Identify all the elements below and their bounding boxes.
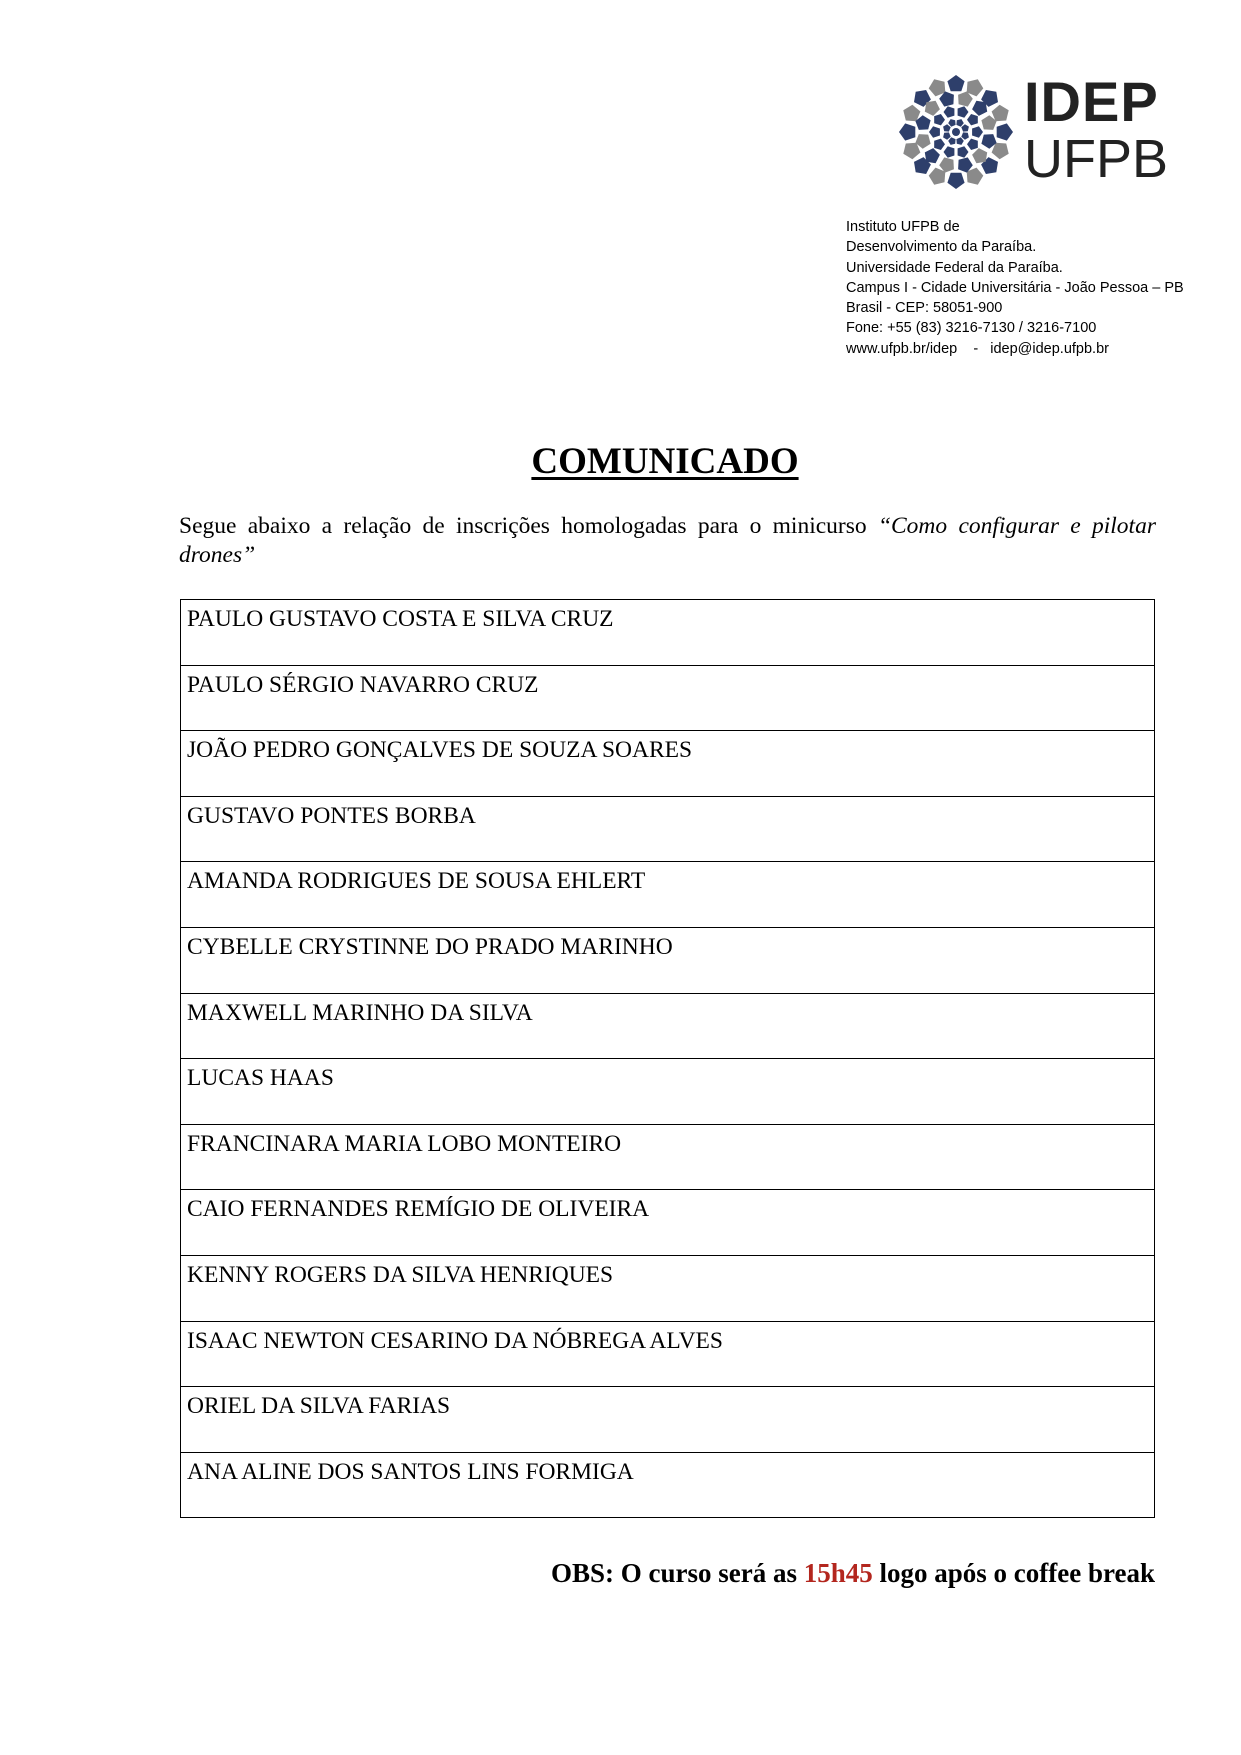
table-row (181, 993, 1155, 1059)
obs-text-before: OBS: O curso será as (550, 1558, 804, 1588)
address-line: Brasil - CEP: 58051-900 (846, 300, 1003, 317)
name-cell: ISAAC NEWTON CESARINO DA NÓBREGA ALVES (181, 1321, 1155, 1387)
emblem-tile (934, 114, 945, 125)
table-row (181, 1190, 1155, 1256)
idep-ufpb-logo (896, 70, 1169, 192)
emblem-center (952, 128, 960, 136)
intro-paragraph (179, 512, 1156, 570)
institution-address (846, 217, 1184, 359)
table-row (181, 1124, 1155, 1190)
intro-text: Segue abaixo a relação de inscrições homologadas para o minicurso (179, 513, 878, 539)
address-line: Instituto UFPB de (846, 219, 960, 235)
emblem-tile (929, 168, 946, 185)
name-cell: PAULO GUSTAVO COSTA E SILVA CRUZ (181, 600, 1155, 666)
name-cell: LUCAS HAAS (181, 1059, 1155, 1125)
name-cell: CYBELLE CRYSTINNE DO PRADO MARINHO (181, 927, 1155, 993)
emblem-tile (903, 105, 920, 122)
emblem-tile (992, 105, 1009, 122)
emblem-tile (961, 124, 969, 131)
course-name: “Como configurar e pilotar drones” (179, 513, 1156, 568)
emblem-tile (944, 106, 955, 117)
name-cell: CAIO FERNANDES REMÍGIO DE OLIVEIRA (181, 1190, 1155, 1256)
table-row (181, 1387, 1155, 1453)
emblem-tile (972, 148, 987, 163)
emblem-tile (948, 119, 955, 127)
name-cell: MAXWELL MARINHO DA SILVA (181, 993, 1155, 1059)
table-row (181, 927, 1155, 993)
emblem-tile (967, 139, 978, 150)
address-line: www.ufpb.br/idep - idep@idep.ufpb.br (846, 340, 1109, 357)
logo-line-ufpb: UFPB (1024, 129, 1169, 189)
name-cell: KENNY ROGERS DA SILVA HENRIQUES (181, 1255, 1155, 1321)
emblem-tile (903, 143, 920, 160)
name-cell: ORIEL DA SILVA FARIAS (181, 1387, 1155, 1453)
emblem-tile (958, 146, 969, 157)
emblem-tile (925, 101, 940, 116)
emblem-tile (929, 79, 946, 96)
table-row (181, 1452, 1155, 1518)
idep-emblem-icon (896, 72, 1016, 192)
address-line: Fone: +55 (83) 3216-7130 / 3216-7100 (846, 320, 1097, 337)
obs-text-after: logo após o coffee break (872, 1558, 1155, 1588)
emblem-tile (934, 139, 945, 150)
table-row (181, 862, 1155, 928)
emblem-tile (948, 137, 955, 145)
enrollment-table (180, 599, 1155, 1518)
address-line: Campus I - Cidade Universitária - João Pessoa – PB (846, 279, 1184, 296)
emblem-tile (961, 132, 969, 139)
emblem-tile (944, 146, 955, 157)
emblem-tile (899, 123, 915, 140)
table-row (181, 1255, 1155, 1321)
address-line: Universidade Federal da Paraíba. (846, 259, 1063, 276)
emblem-tile (956, 137, 963, 145)
table-row (181, 1059, 1155, 1125)
table-row (181, 600, 1155, 666)
table-row (181, 796, 1155, 862)
document-title: COMUNICADO (531, 441, 799, 482)
name-cell: FRANCINARA MARIA LOBO MONTEIRO (181, 1124, 1155, 1190)
obs-time: 15h45 (803, 1558, 873, 1588)
name-cell: AMANDA RODRIGUES DE SOUSA EHLERT (181, 862, 1155, 928)
emblem-tile (943, 132, 951, 139)
emblem-tile (967, 79, 984, 96)
emblem-tile (997, 123, 1013, 140)
emblem-tile (967, 168, 984, 185)
emblem-tile (972, 126, 983, 137)
emblem-tile (972, 101, 987, 116)
emblem-tile (947, 173, 964, 189)
emblem-tile (929, 126, 940, 137)
table-row (181, 1321, 1155, 1387)
emblem-tile (943, 124, 951, 131)
table-row (181, 731, 1155, 797)
observation-note (400, 1558, 1155, 1589)
logo-line-idep: IDEP (1024, 70, 1159, 133)
emblem-tile (958, 106, 969, 117)
name-cell: ANA ALINE DOS SANTOS LINS FORMIGA (181, 1452, 1155, 1518)
emblem-tile (967, 114, 978, 125)
logo-wordmark (1024, 70, 1169, 189)
name-cell: GUSTAVO PONTES BORBA (181, 796, 1155, 862)
table-row (181, 665, 1155, 731)
emblem-tile (956, 119, 963, 127)
emblem-tile (992, 143, 1009, 160)
address-line: Desenvolvimento da Paraíba. (846, 239, 1037, 256)
emblem-tile (925, 148, 940, 163)
emblem-tile (947, 75, 964, 91)
name-cell: PAULO SÉRGIO NAVARRO CRUZ (181, 665, 1155, 731)
name-cell: JOÃO PEDRO GONÇALVES DE SOUZA SOARES (181, 731, 1155, 797)
